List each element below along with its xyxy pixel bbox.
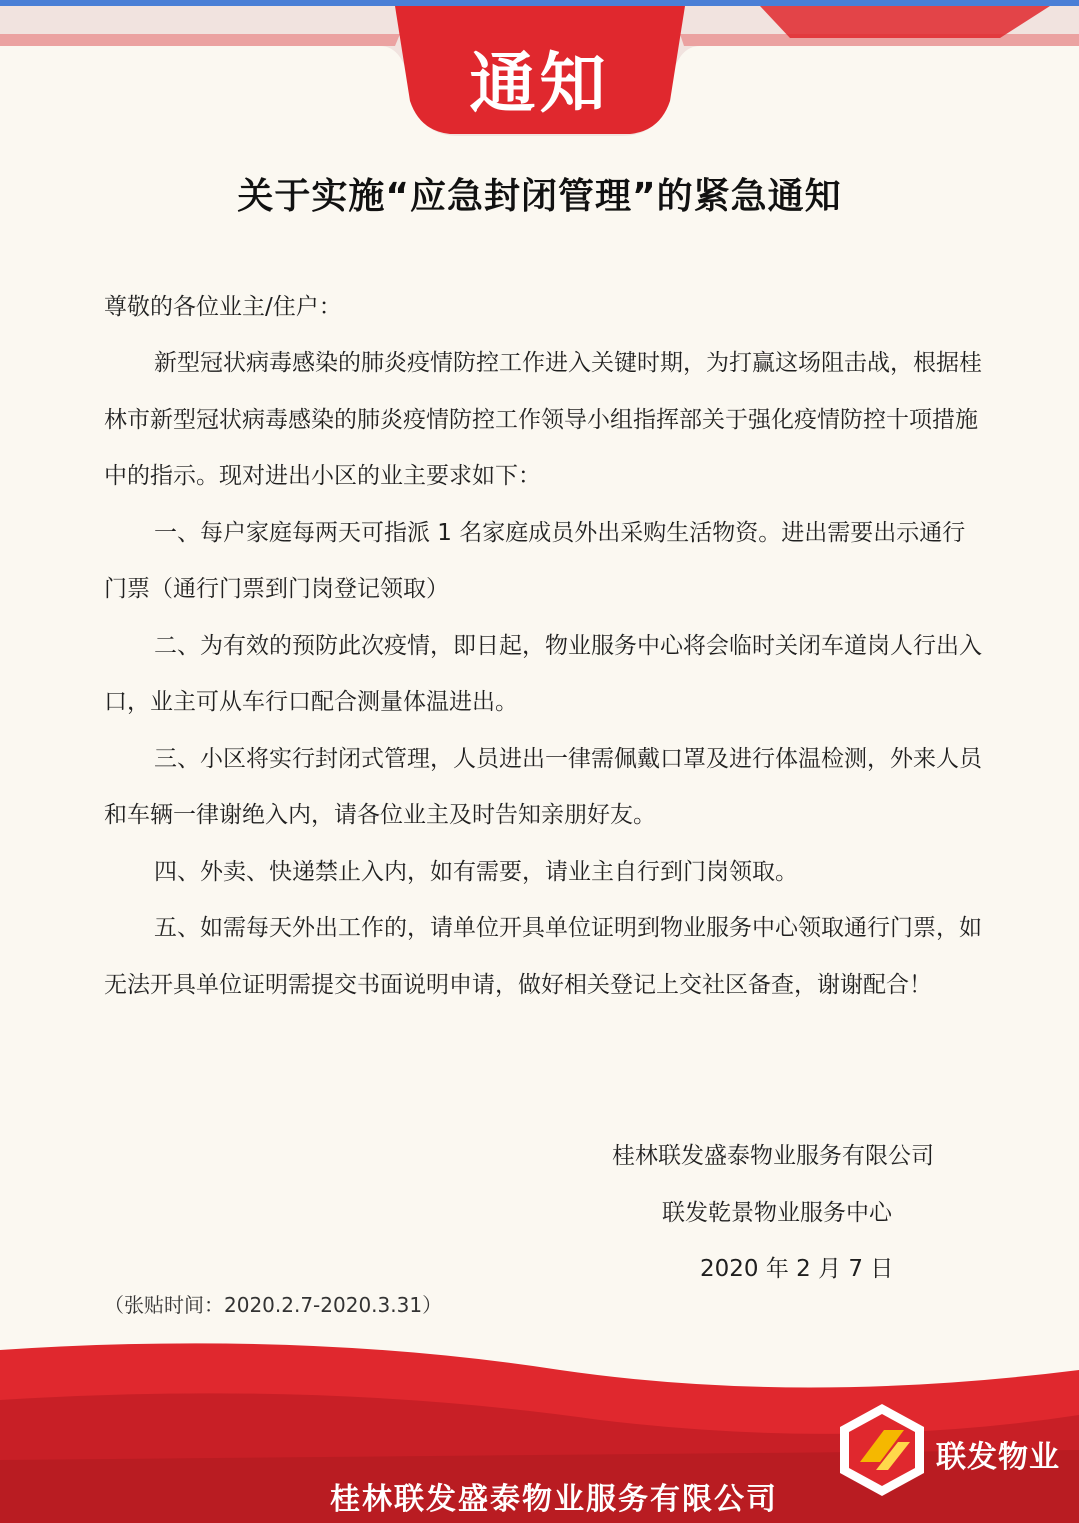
signature-date: 2020 年 2 月 7 日 bbox=[700, 1256, 894, 1282]
notice-badge-title: 通知 bbox=[469, 45, 610, 122]
logo-brand-name: 联发物业 bbox=[936, 1440, 1060, 1475]
item-2-paragraph: 二、为有效的预防此次疫情，即日起，物业服务中心将会临时关闭车道岗人行出入口，业主可从车行口配合测量体温进出。 bbox=[104, 632, 982, 715]
posting-time: （张贴时间：2020.2.7-2020.3.31） bbox=[104, 1293, 443, 1317]
item-1-paragraph: 一、每户家庭每两天可指派 1 名家庭成员外出采购生活物资。进出需要出示通行门票（通行门票到门岗登记领取） bbox=[104, 519, 966, 602]
item-4-paragraph: 四、外卖、快递禁止入内，如有需要，请业主自行到门岗领取。 bbox=[154, 858, 798, 885]
notice-body bbox=[104, 335, 984, 1013]
signature-company: 桂林联发盛泰物业服务有限公司 bbox=[612, 1143, 934, 1169]
footer-company-name: 桂林联发盛泰物业服务有限公司 bbox=[330, 1482, 778, 1517]
document-title: 关于实施“应急封闭管理”的紧急通知 bbox=[237, 176, 842, 217]
intro-paragraph: 新型冠状病毒感染的肺炎疫情防控工作进入关键时期，为打赢这场阻击战，根据桂林市新型冠状病毒感染的肺炎疫情防控工作领导小组指挥部关于强化疫情防控十项措施中的指示。现对进出小区的业主要求如下： bbox=[104, 350, 982, 489]
company-logo-icon bbox=[832, 1400, 932, 1500]
item-5-paragraph: 五、如需每天外出工作的，请单位开具单位证明到物业服务中心领取通行门票，如无法开具单位证明需提交书面说明申请，做好相关登记上交社区备查，谢谢配合！ bbox=[104, 915, 982, 998]
item-3-paragraph: 三、小区将实行封闭式管理，人员进出一律需佩戴口罩及进行体温检测，外来人员和车辆一律谢绝入内，请各位业主及时告知亲朋好友。 bbox=[104, 745, 982, 828]
signature-center: 联发乾景物业服务中心 bbox=[662, 1200, 892, 1226]
salutation: 尊敬的各位业主/住户： bbox=[104, 294, 342, 320]
